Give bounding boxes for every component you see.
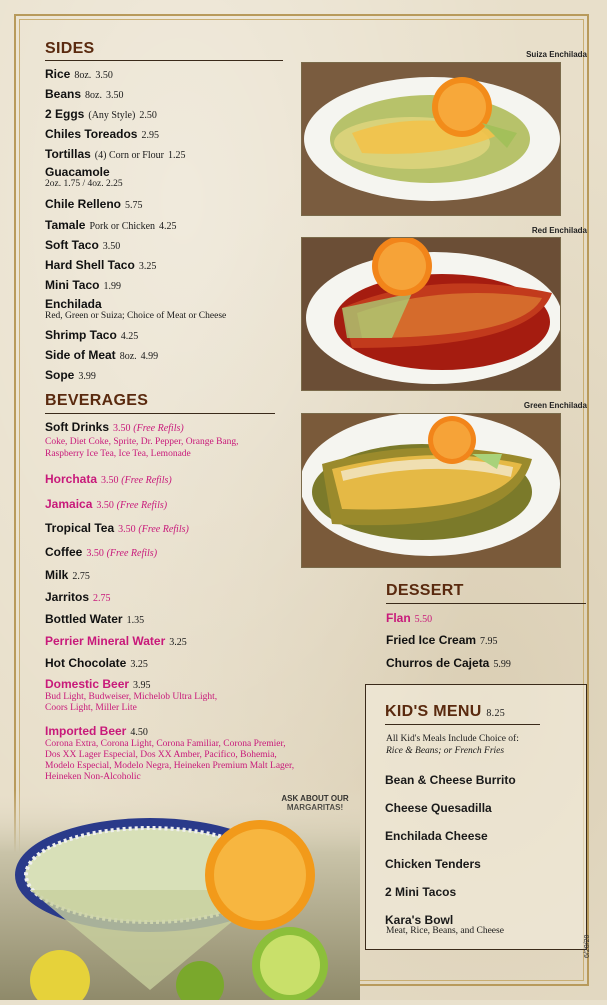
sides-rule — [45, 60, 283, 61]
item-price: 1.35 — [126, 615, 145, 626]
item-name: Bottled Water — [45, 612, 123, 626]
item-price: 3.95 — [133, 680, 151, 691]
item-price: 4.25 — [120, 331, 139, 342]
item-name: Hard Shell Taco — [45, 258, 135, 272]
item-name: Rice — [45, 67, 71, 81]
item-price: 2.75 — [72, 571, 90, 582]
item-price: 3.50 — [118, 524, 136, 535]
dessert-heading: DESSERT — [386, 582, 464, 599]
kids-menu-note: Rice & Beans; or French Fries — [386, 746, 505, 756]
item-price: 3.50 — [113, 423, 131, 434]
item-price: 3.50 — [95, 70, 113, 81]
item-name: Sope — [45, 368, 75, 382]
item-name: Hot Chocolate — [45, 656, 127, 670]
item-note: 8oz. — [74, 70, 92, 81]
item-description: Raspberry Ice Tea, Ice Tea, Lemonade — [45, 449, 191, 459]
item-description: Heineken Non-Alcoholic — [45, 772, 141, 782]
kids-menu-rule — [385, 724, 540, 725]
item-name: Churros de Cajeta — [386, 656, 490, 670]
menu-item-side — [45, 166, 110, 180]
item-description: Bud Light, Budweiser, Michelob Ultra Light, — [45, 692, 218, 702]
item-name: Tortillas — [45, 147, 91, 161]
item-name: Fried Ice Cream — [386, 633, 477, 647]
item-price: 1.99 — [103, 281, 121, 292]
photo-caption: Green Enchilada — [523, 401, 587, 410]
item-name: Coffee — [45, 545, 83, 559]
menu-item-side — [45, 329, 138, 343]
item-name: Soft Taco — [45, 238, 99, 252]
menu-item-jarritos — [45, 591, 111, 605]
item-name: Tamale — [45, 218, 86, 232]
green-enchilada-photo — [301, 413, 561, 568]
item-note: Pork or Chicken — [89, 221, 156, 232]
menu-item-side — [45, 349, 158, 363]
item-note: (4) Corn or Flour — [94, 150, 164, 161]
kids-menu-heading — [385, 703, 505, 721]
menu-item-bottled-water — [45, 613, 144, 627]
menu-item-side — [45, 88, 123, 102]
item-price: 4.25 — [159, 221, 177, 232]
item-price: 2.75 — [93, 593, 111, 604]
item-name: Jamaica — [45, 497, 93, 511]
item-price: 3.99 — [78, 371, 96, 382]
item-name: Mini Taco — [45, 278, 100, 292]
menu-item-side — [45, 148, 185, 162]
sides-heading: SIDES — [45, 40, 95, 57]
photo-caption: Suiza Enchilada — [526, 50, 587, 59]
menu-item-side — [45, 219, 177, 233]
suiza-enchilada-photo — [301, 62, 561, 216]
item-price: 4.50 — [130, 727, 148, 738]
item-name: Soft Drinks — [45, 420, 110, 434]
item-name: 2 Eggs — [45, 107, 85, 121]
item-price: 3.50 — [101, 475, 119, 486]
item-description: Coors Light, Miller Lite — [45, 703, 137, 713]
menu-item-perrier — [45, 635, 187, 649]
item-description: Red, Green or Suiza; Choice of Meat or Cheese — [45, 311, 227, 321]
item-price: 3.25 — [138, 261, 157, 272]
red-enchilada-photo — [301, 237, 561, 391]
menu-item-domestic-beer — [45, 678, 151, 692]
item-price: 5.75 — [125, 200, 143, 211]
dessert-rule — [386, 603, 586, 604]
menu-item-jamaica — [45, 498, 167, 512]
menu-item-soft-drinks — [45, 421, 184, 435]
item-note: (Free Refils) — [138, 524, 189, 535]
menu-item-horchata — [45, 473, 172, 487]
item-price: 7.95 — [480, 636, 498, 647]
item-name: Milk — [45, 568, 69, 582]
menu-item-side — [45, 298, 102, 312]
item-description: Corona Extra, Corona Light, Corona Familiar, Corona Premier, — [45, 739, 286, 749]
item-name: Jarritos — [45, 590, 90, 604]
item-price: 5.99 — [493, 659, 511, 670]
date-code: 6/20/20 — [584, 934, 591, 958]
item-price: 1.25 — [167, 150, 186, 161]
item-description: Dos XX Lager Especial, Dos XX Amber, Pacifico, Bohemia, — [45, 750, 277, 760]
kids-item: Chicken Tenders — [385, 857, 481, 871]
item-note: (Any Style) — [88, 110, 136, 121]
item-price: 2.95 — [141, 130, 159, 141]
menu-item-side — [45, 128, 159, 142]
menu-item-side — [45, 259, 156, 273]
menu-item-flan — [386, 612, 432, 626]
item-description: Modelo Especial, Modelo Negra, Heineken Premium Malt Lager, — [45, 761, 295, 771]
beverages-rule — [45, 413, 275, 414]
item-price: 5.50 — [414, 614, 433, 625]
item-price: 3.25 — [130, 659, 148, 670]
beverages-heading: BEVERAGES — [45, 392, 149, 409]
item-note: 8oz. — [119, 351, 137, 362]
item-name: Chiles Toreados — [45, 127, 138, 141]
kids-item: Cheese Quesadilla — [385, 801, 492, 815]
menu-item-side — [45, 239, 120, 253]
menu-item-side — [45, 108, 157, 122]
menu-item-imported-beer — [45, 725, 148, 739]
item-name: Imported Beer — [45, 724, 127, 738]
kids-menu-title: KID'S MENU — [385, 703, 482, 720]
menu-item-side — [45, 68, 113, 82]
item-note: 8oz. — [85, 90, 102, 101]
kids-menu-price: 8.25 — [486, 708, 506, 719]
kids-menu-note: All Kid's Meals Include Choice of: — [386, 734, 519, 744]
item-name: Chile Relleno — [45, 197, 122, 211]
item-description: 2oz. 1.75 / 4oz. 2.25 — [45, 179, 123, 189]
item-description: Coke, Diet Coke, Sprite, Dr. Pepper, Orange Bang, — [45, 437, 239, 447]
item-price: 3.50 — [105, 90, 124, 101]
menu-item-tropical-tea — [45, 522, 189, 536]
item-name: Beans — [45, 87, 82, 101]
item-name: Domestic Beer — [45, 677, 130, 691]
margarita-photo — [0, 790, 360, 1000]
kids-item: 2 Mini Tacos — [385, 885, 457, 899]
item-name: Horchata — [45, 472, 98, 486]
item-note: (Free Refils) — [116, 500, 168, 511]
item-price: 4.99 — [140, 351, 159, 362]
item-price: 3.50 — [86, 548, 104, 559]
item-name: Flan — [386, 611, 411, 625]
item-note: (Free Refils) — [133, 423, 184, 434]
item-price: 2.50 — [139, 110, 157, 121]
menu-item-hot-chocolate — [45, 657, 148, 671]
kids-item: Bean & Cheese Burrito — [385, 773, 516, 787]
item-price: 3.50 — [102, 241, 121, 252]
item-name: Perrier Mineral Water — [45, 634, 166, 648]
menu-item-milk — [45, 569, 90, 583]
item-note: (Free Refils) — [106, 548, 158, 559]
menu-item-coffee — [45, 546, 157, 560]
menu-item-side — [45, 369, 96, 383]
item-price: 3.25 — [169, 637, 187, 648]
item-name: Side of Meat — [45, 348, 116, 362]
item-name: Tropical Tea — [45, 521, 115, 535]
menu-item-side — [45, 198, 143, 212]
menu-item-fried-ice-cream — [386, 634, 498, 648]
item-note: (Free Refils) — [121, 475, 172, 486]
kids-item-description: Meat, Rice, Beans, and Cheese — [386, 926, 504, 936]
item-name: Shrimp Taco — [45, 328, 117, 342]
menu-item-churros — [386, 657, 511, 671]
kids-item: Enchilada Cheese — [385, 829, 488, 843]
menu-item-side — [45, 279, 121, 293]
photo-caption: Red Enchilada — [531, 226, 587, 235]
item-name: Enchilada — [45, 297, 102, 311]
item-name: Guacamole — [45, 165, 110, 179]
item-price: 3.50 — [96, 500, 114, 511]
kids-item-karas-bowl: Kara's Bowl — [385, 913, 454, 927]
